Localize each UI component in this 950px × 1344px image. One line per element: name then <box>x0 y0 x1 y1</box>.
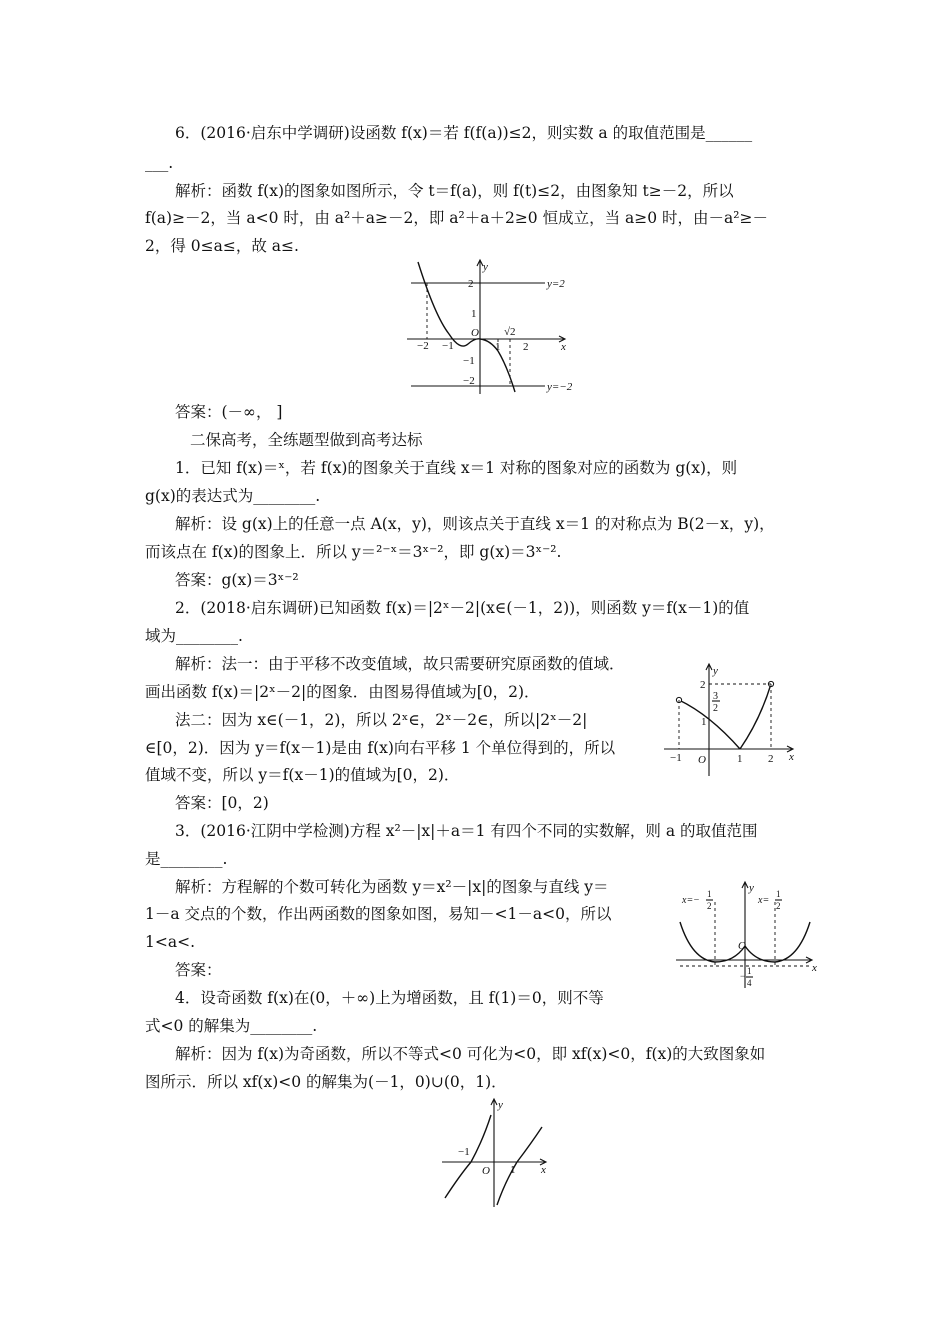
q4-solution-line-1: 解析：因为 f(x)为奇函数，所以不等式<0 可化为<0，即 xf(x)<0，f(x)的大致图象如 <box>175 1045 766 1063</box>
label-right-den: 2 <box>776 901 781 911</box>
q1-solution-line-1: 解析：设 g(x)上的任意一点 A(x，y)，则该点关于直线 x＝1 的对称点为 B(2－x，y)， <box>175 515 775 533</box>
x-label: x <box>541 1164 546 1176</box>
tick-x-neg2: −2 <box>417 340 429 352</box>
q3-line-2: 是________. <box>145 850 228 868</box>
q4-solution-line-2: 图所示．所以 xf(x)<0 的解集为(－1，0)∪(0，1)． <box>145 1073 507 1091</box>
tick-x-neg1: −1 <box>442 340 454 352</box>
label-left-line: x=− <box>682 895 700 906</box>
label-bottom-neg: − <box>740 971 746 981</box>
q2-solution-line-3: 法二：因为 x∈(－1，2)，所以 2ˣ∈，2ˣ－2∈，所以|2ˣ－2| <box>175 711 588 729</box>
q2-graph <box>660 660 800 780</box>
tick-x-1: 1 <box>737 753 743 765</box>
q6-graph <box>405 256 590 396</box>
q6-solution-line-2: f(a)≥－2，当 a<0 时，由 a²＋a≥－2，即 a²＋a＋2≥0 恒成立，当 a≥0 时，由－a²≥－ <box>145 209 768 227</box>
tick-y-2: 2 <box>700 679 706 691</box>
q6-line-1: 6．(2016·启东中学调研)设函数 f(x)＝若 f(f(a))≤2，则实数 a 的取值范围是______ <box>175 124 753 142</box>
q3-solution-line-2: 1－a 交点的个数，作出两函数的图象如图，易知－<1－a<0，所以 <box>145 905 612 923</box>
y-label: y <box>483 261 488 273</box>
q4-graph <box>438 1095 553 1210</box>
label-y-2: y=2 <box>547 278 565 290</box>
y-label: y <box>749 882 754 894</box>
tick-x-1: 1 <box>510 1164 516 1176</box>
label-left-den: 2 <box>707 901 712 911</box>
q3-graph <box>672 878 822 993</box>
tick-x-1: 1 <box>495 341 501 353</box>
x-label: x <box>789 751 794 763</box>
label-left-num: 1 <box>707 889 712 899</box>
q1-answer: 答案：g(x)＝3ˣ⁻² <box>175 571 299 589</box>
q3-answer: 答案： <box>175 961 222 979</box>
q1-solution-line-2: 而该点在 f(x)的图象上．所以 y＝²⁻ˣ＝3ˣ⁻²，即 g(x)＝3ˣ⁻². <box>145 543 562 561</box>
q2-solution-line-1: 解析：法一：由于平移不改变值域，故只需要研究原函数的值域． <box>175 655 625 673</box>
origin-label: O <box>482 1165 490 1177</box>
y-label: y <box>498 1099 503 1111</box>
tick-x-neg1: −1 <box>670 752 682 764</box>
tick-y-frac-den: 2 <box>713 703 718 714</box>
q3-solution-line-1: 解析：方程解的个数可转化为函数 y＝x²－|x|的图象与直线 y＝ <box>175 878 609 896</box>
label-right-line: x= <box>758 895 770 906</box>
y-label: y <box>713 665 718 677</box>
q6-solution-line-3: 2，得 0≤a≤，故 a≤. <box>145 237 299 255</box>
q3-line-1: 3．(2016·江阴中学检测)方程 x²－|x|＋a＝1 有四个不同的实数解，则 a 的取值范围 <box>175 822 758 840</box>
q1-line-1: 1．已知 f(x)＝ˣ，若 f(x)的图象关于直线 x＝1 对称的图象对应的函数为 g(x)，则 <box>175 459 738 477</box>
q2-line-2: 域为________. <box>145 627 243 645</box>
tick-x-sqrt2: √2 <box>504 326 516 338</box>
q4-line-1: 4．设奇函数 f(x)在(0，＋∞)上为增函数，且 f(1)＝0，则不等 <box>175 989 604 1007</box>
origin-label: O <box>698 754 706 766</box>
q6-answer: 答案：(－∞， ] <box>175 403 283 421</box>
tick-y-2: 2 <box>468 278 474 290</box>
tick-y-1: 1 <box>701 716 707 728</box>
section-heading: 二保高考，全练题型做到高考达标 <box>190 431 423 449</box>
q2-solution-line-4: ∈[0，2)．因为 y＝f(x－1)是由 f(x)向右平移 1 个单位得到的，所以 <box>145 739 616 757</box>
tick-y-1: 1 <box>471 308 477 320</box>
q2-solution-line-2: 画出函数 f(x)＝|2ˣ－2|的图象．由图易得值域为[0，2)． <box>145 683 540 701</box>
q4-line-2: 式<0 的解集为________. <box>145 1017 318 1035</box>
q6-line-2: ___. <box>145 154 174 172</box>
origin-label: O <box>738 940 746 952</box>
origin-label: O <box>471 327 479 339</box>
tick-x-2: 2 <box>768 753 774 765</box>
q2-line-1: 2．(2018·启东调研)已知函数 f(x)＝|2ˣ－2|(x∈(－1，2))，则函数 y＝f(x－1)的值 <box>175 599 750 617</box>
x-label: x <box>561 341 566 353</box>
tick-y-neg1: −1 <box>463 355 475 367</box>
label-bottom-num: 1 <box>747 966 752 976</box>
label-bottom-den: 4 <box>747 978 752 988</box>
x-label: x <box>812 962 817 974</box>
tick-y-neg2: −2 <box>463 375 475 387</box>
tick-x-neg1: −1 <box>458 1146 470 1158</box>
tick-y-frac-num: 3 <box>713 691 718 702</box>
curve-right <box>497 1127 542 1205</box>
curve-right <box>740 684 771 749</box>
q2-solution-line-5: 值域不变，所以 y＝f(x－1)的值域为[0，2)． <box>145 766 460 784</box>
tick-x-2: 2 <box>523 341 529 353</box>
q1-line-2: g(x)的表达式为________. <box>145 487 321 505</box>
label-right-num: 1 <box>776 889 781 899</box>
label-y-neg2: y=−2 <box>547 381 573 393</box>
q3-solution-line-3: 1<a<. <box>145 933 196 951</box>
q6-solution-line-1: 解析：函数 f(x)的图象如图所示，令 t＝f(a)，则 f(t)≤2，由图象知 t≥－2，所以 <box>175 182 734 200</box>
q2-answer: 答案：[0，2) <box>175 794 269 812</box>
